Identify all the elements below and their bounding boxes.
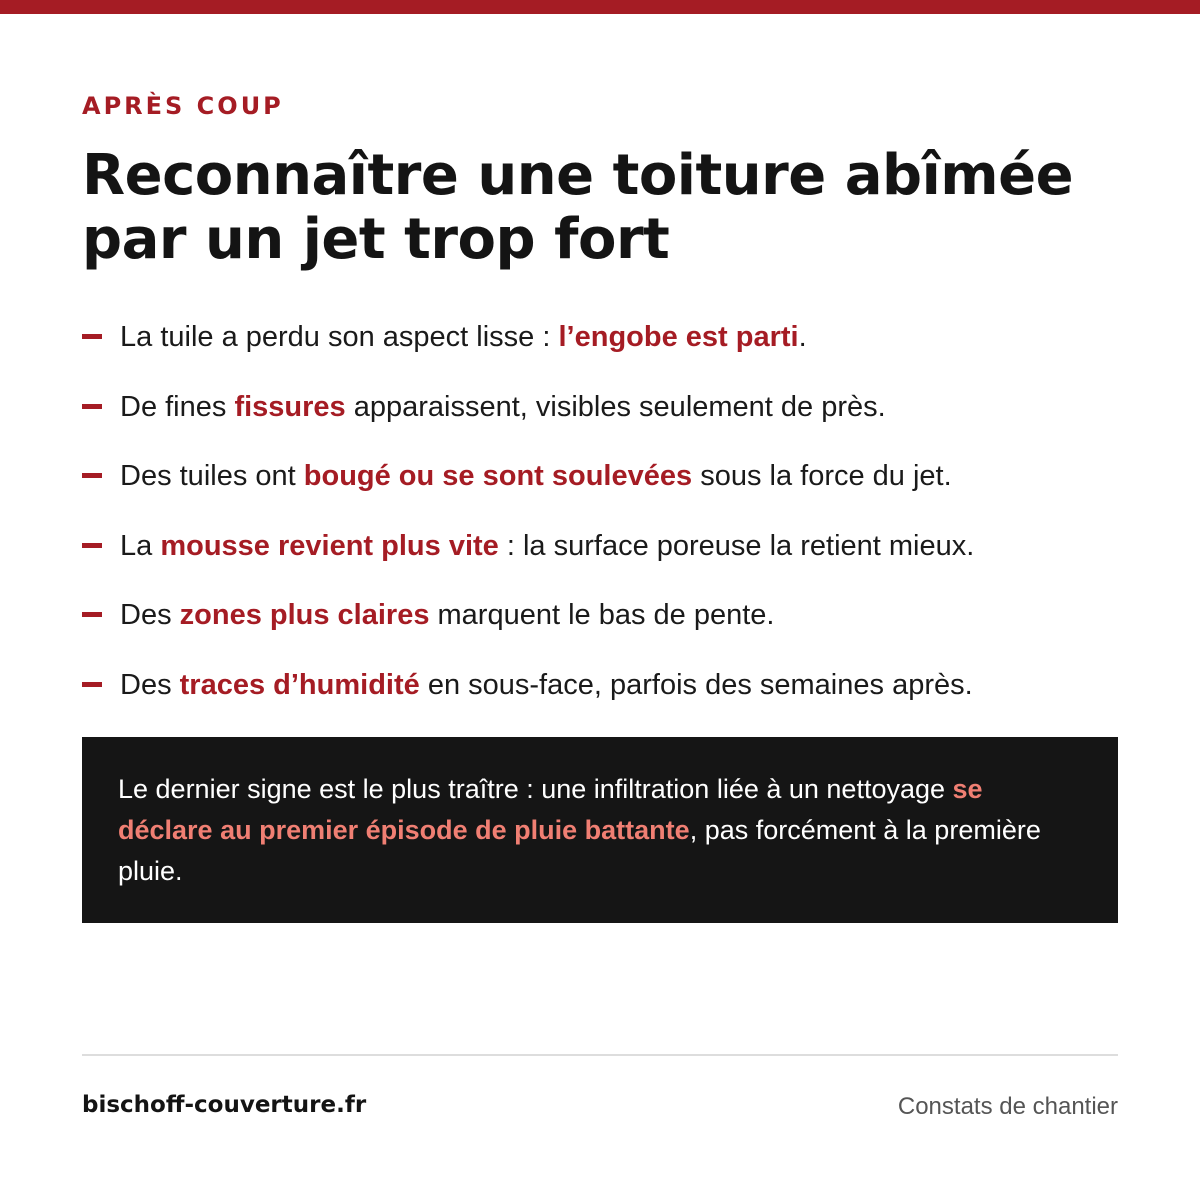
callout-text-after: , pas forcément à la première pluie.: [118, 815, 1041, 886]
sign-text-after: en sous-face, parfois des semaines après.: [419, 668, 973, 701]
sign-text-before: Des tuiles ont: [120, 460, 304, 493]
sign-highlight: mousse revient plus vite: [160, 529, 499, 562]
list-item: [82, 455, 1122, 525]
list-item: [82, 386, 1122, 456]
site-name: bischoff-couverture.fr: [82, 1092, 367, 1118]
sign-text: [120, 525, 974, 567]
footer-divider: [82, 1054, 1118, 1056]
dash-bullet-icon: [82, 473, 102, 478]
callout-text: [118, 769, 1082, 892]
series-label: Constats de chantier: [897, 1093, 1118, 1120]
sign-text-after: sous la force du jet.: [692, 460, 952, 493]
dash-bullet-icon: [82, 404, 102, 409]
sign-highlight: bougé ou se sont soulevées: [303, 460, 693, 493]
kicker: APRÈS COUP: [82, 92, 284, 120]
sign-text-before: Des: [120, 668, 180, 701]
callout-highlight: se déclare au premier épisode de pluie battante: [118, 774, 983, 845]
list-item: [82, 594, 1122, 664]
sign-text: [120, 664, 973, 706]
list-item: [82, 525, 1122, 595]
callout-text-before: Le dernier signe est le plus traître : une infiltration liée à un nettoyage: [118, 774, 953, 804]
top-accent-bar: [0, 0, 1200, 14]
list-item: [82, 664, 1122, 734]
sign-text-after: marquent le bas de pente.: [429, 599, 775, 632]
page-title: Reconnaître une toiture abîmée par un jet trop fort: [82, 143, 1074, 272]
sign-highlight: traces d’humidité: [179, 668, 420, 701]
sign-text: [120, 386, 886, 428]
sign-text: [120, 594, 774, 636]
callout-box: [82, 737, 1118, 923]
dash-bullet-icon: [82, 612, 102, 617]
sign-text: [120, 455, 952, 497]
sign-text-before: Des: [120, 599, 180, 632]
sign-highlight: l’engobe est parti: [558, 321, 799, 353]
sign-highlight: fissures: [234, 390, 346, 423]
list-item: [82, 316, 1122, 386]
sign-text-before: De fines: [120, 390, 235, 423]
sign-text-before: La tuile a perdu son aspect lisse :: [120, 321, 559, 353]
damage-signs-list: [82, 316, 1122, 734]
sign-text-after: : la surface poreuse la retient mieux.: [498, 529, 975, 562]
sign-text-before: La: [120, 529, 161, 562]
sign-highlight: zones plus claires: [179, 599, 430, 632]
sign-text-after: apparaissent, visibles seulement de près.: [345, 390, 886, 423]
sign-text: [120, 316, 807, 358]
dash-bullet-icon: [82, 682, 102, 687]
dash-bullet-icon: [82, 334, 102, 339]
sign-text-after: .: [798, 321, 807, 353]
dash-bullet-icon: [82, 543, 102, 548]
